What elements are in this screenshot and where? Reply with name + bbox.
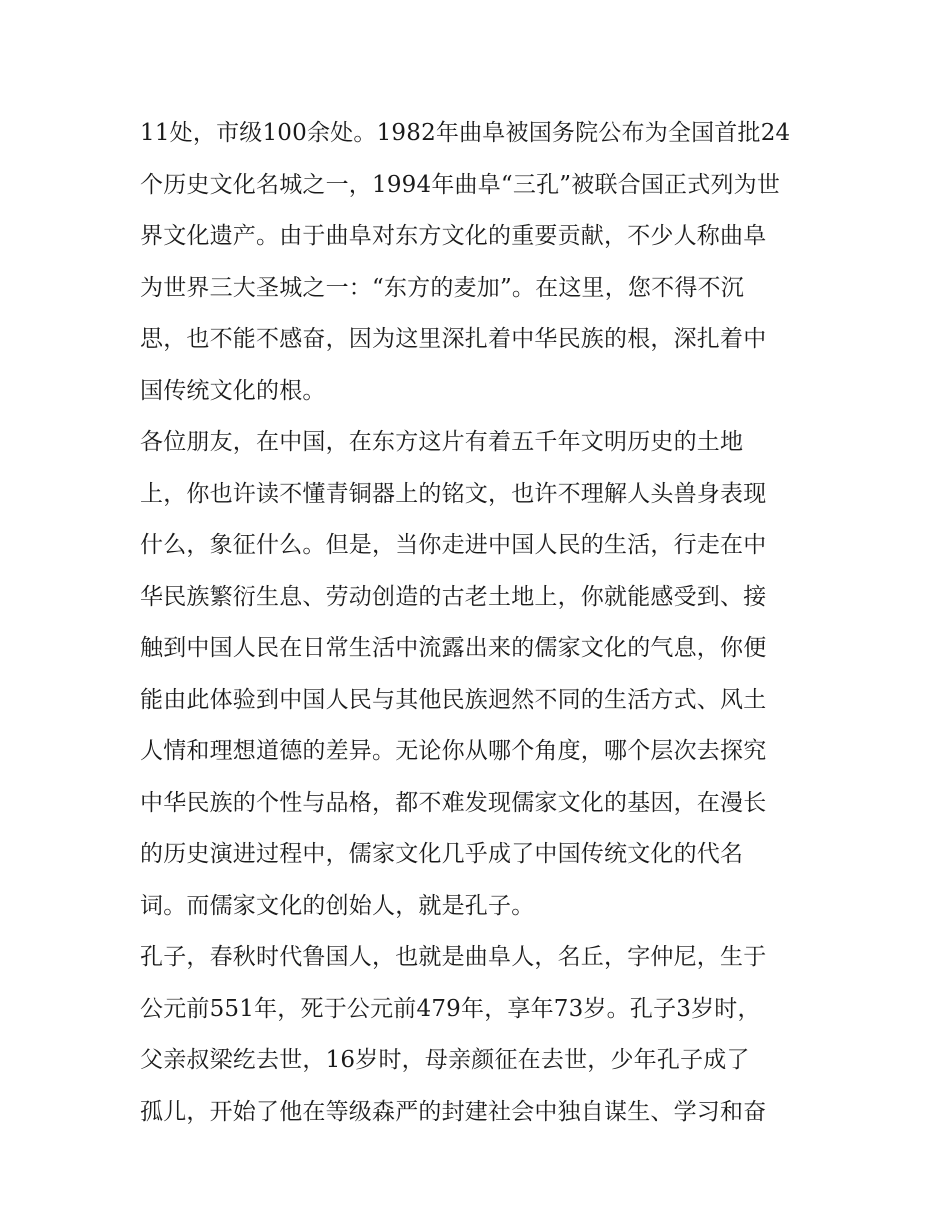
text-line: 为世界三大圣城之一：“东方的麦加”。在这里，您不得不沉 [140,274,744,301]
text-line: 11处，市级100余处。1982年曲阜被国务院公布为全国首批24 [140,120,791,146]
text-line: 界文化遗产。由于曲阜对东方文化的重要贡献，不少人称曲阜 [140,223,767,249]
text-line: 孔子，春秋时代鲁国人，也就是曲阜人，名丘，字仲尼，生于 [140,944,767,970]
text-line: 什么，象征什么。但是，当你走进中国人民的生活，行走在中 [140,532,767,558]
text-line: 国传统文化的根。 [140,377,326,404]
text-line: 人情和理想道德的差异。无论你从哪个角度，哪个层次去探究 [140,738,767,764]
text-line: 公元前551年，死于公元前479年，享年73岁。孔子3岁时， [140,995,761,1022]
text-line: 触到中国人民在日常生活中流露出来的儒家文化的气息，你便 [140,635,767,661]
text-line: 各位朋友，在中国，在东方这片有着五千年文明历史的土地 [140,429,744,455]
text-line: 上，你也许读不懂青铜器上的铭文，也许不理解人头兽身表现 [140,480,767,507]
text-line: 思，也不能不感奋，因为这里深扎着中华民族的根，深扎着中 [140,326,767,352]
text-line: 华民族繁衍生息、劳动创造的古老土地上，你就能感受到、接 [140,583,767,610]
text-line: 能由此体验到中国人民与其他民族迥然不同的生活方式、风土 [140,686,767,713]
text-line: 个历史文化名城之一，1994年曲阜“三孔”被联合国正式列为世 [140,171,781,198]
text-line: 词。而儒家文化的创始人，就是孔子。 [140,892,535,919]
text-line: 孤儿，开始了他在等级森严的封建社会中独自谋生、学习和奋 [140,1098,767,1125]
body-text [140,108,812,1138]
text-line: 父亲叔梁纥去世，16岁时，母亲颜征在去世，少年孔子成了 [140,1047,750,1073]
text-line: 的历史演进过程中，儒家文化几乎成了中国传统文化的代名 [140,841,744,867]
text-line: 中华民族的个性与品格，都不难发现儒家文化的基因，在漫长 [140,789,767,816]
